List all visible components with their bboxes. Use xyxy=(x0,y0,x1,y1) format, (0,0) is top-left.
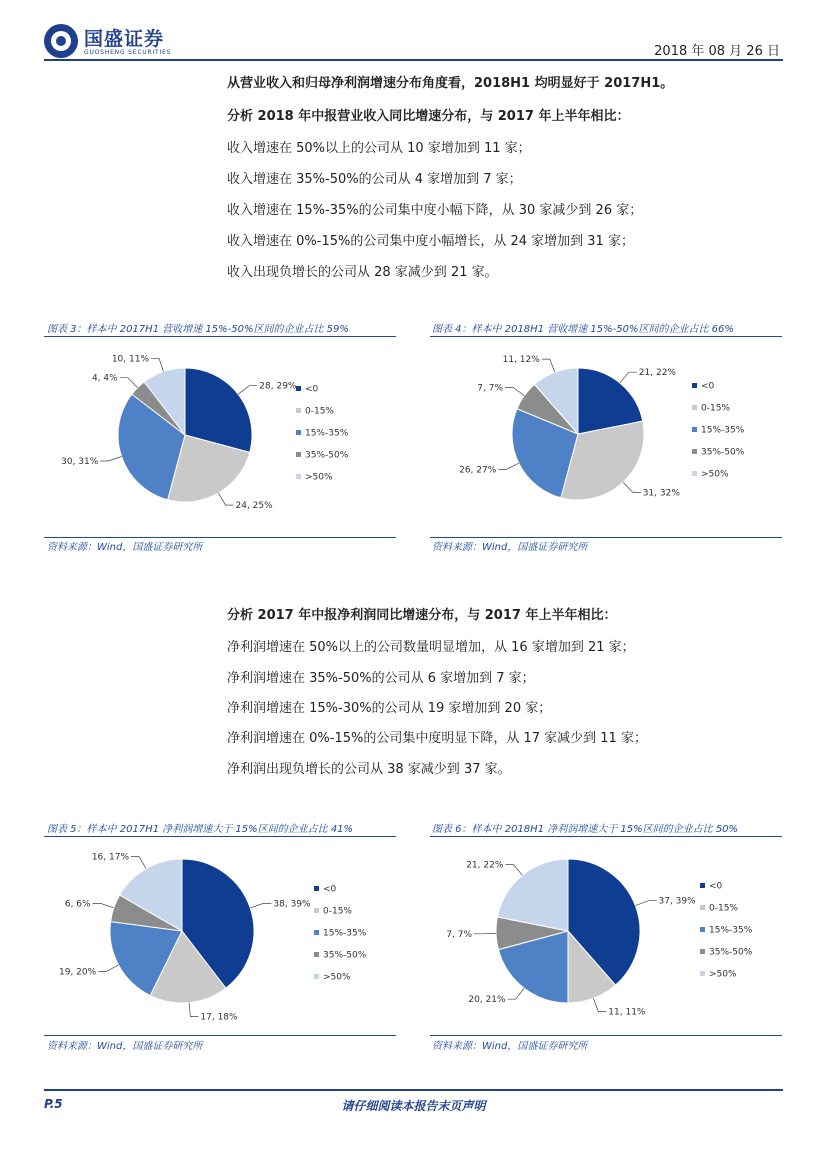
legend-swatch xyxy=(692,471,697,476)
legend-swatch xyxy=(314,930,319,935)
page-number: P.5 xyxy=(44,1097,63,1111)
legend-swatch xyxy=(700,905,705,910)
chart4-caption: 图表 4：样本中 2018H1 营收增速 15%-50%区间的企业占比 66% xyxy=(432,324,734,335)
legend-label: 0-15% xyxy=(701,403,730,414)
legend-label: <0 xyxy=(305,384,319,395)
logo-english: GUOSHENG SECURITIES xyxy=(84,49,172,56)
legend-label: >50% xyxy=(323,972,351,983)
legend-label: 15%-35% xyxy=(305,428,349,439)
section2-line: 净利润增速在 50%以上的公司数量明显增加，从 16 家增加到 21 家； xyxy=(227,640,635,655)
pie-data-label: 21, 22% xyxy=(466,860,504,871)
legend-swatch xyxy=(700,927,705,932)
pie-leader-line xyxy=(593,998,606,1011)
legend-label: >50% xyxy=(701,469,729,480)
legend-label: 0-15% xyxy=(323,906,352,917)
pie-data-label: 26, 27% xyxy=(459,465,497,476)
pie-leader-line xyxy=(498,463,519,469)
chart5-caption: 图表 5：样本中 2017H1 净利润增速大于 15%区间的企业占比 41% xyxy=(47,824,354,835)
legend-label: >50% xyxy=(305,472,333,483)
section1-line: 收入增速在 0%-15%的公司集中度小幅增长，从 24 家增加到 31 家； xyxy=(227,234,634,249)
pie-leader-line xyxy=(219,493,234,505)
pie-data-label: 4, 4% xyxy=(91,373,118,384)
legend-swatch xyxy=(314,908,319,913)
pie-data-label: 11, 12% xyxy=(502,355,540,366)
chart5-source: 资料来源：Wind，国盛证券研究所 xyxy=(47,1041,203,1052)
legend-label: 15%-35% xyxy=(323,928,367,939)
pie-leader-line xyxy=(623,482,641,492)
pie-leader-line xyxy=(100,457,121,462)
pie-leader-line xyxy=(635,901,656,906)
chart5-pie xyxy=(44,840,396,1035)
pie-data-label: 6, 6% xyxy=(64,899,91,910)
legend-label: <0 xyxy=(323,884,337,895)
legend-swatch xyxy=(296,408,301,413)
pie-data-label: 38, 39% xyxy=(273,899,311,910)
pie-data-label: 31, 32% xyxy=(642,488,680,499)
chart6-pie xyxy=(430,840,782,1035)
legend-swatch xyxy=(692,405,697,410)
pie-data-label: 30, 31% xyxy=(61,457,99,467)
legend-swatch xyxy=(692,427,697,432)
pie-leader-line xyxy=(508,988,525,999)
legend-swatch xyxy=(314,952,319,957)
chart3-source: 资料来源：Wind，国盛证券研究所 xyxy=(47,542,203,553)
chart3-pie xyxy=(44,340,396,535)
section1-line: 收入增速在 50%以上的公司从 10 家增加到 11 家； xyxy=(227,141,531,156)
pie-leader-line xyxy=(98,965,118,972)
pie-leader-line xyxy=(250,903,271,908)
legend-swatch xyxy=(700,883,705,888)
footer-disclaimer: 请仔细阅读本报告末页声明 xyxy=(341,1099,486,1113)
section1-subheading: 分析 2018 年中报营业收入同比增速分布，与 2017 年上半年相比： xyxy=(227,109,630,124)
report-date: 2018 年 08 月 26 日 xyxy=(654,44,780,59)
pie-leader-line xyxy=(189,1003,198,1017)
pie-leader-line xyxy=(620,372,637,383)
footer-rule xyxy=(44,1089,783,1091)
legend-swatch xyxy=(700,949,705,954)
logo-mark-icon xyxy=(44,24,78,58)
pie-leader-line xyxy=(93,903,114,908)
pie-leader-line xyxy=(131,857,146,869)
chart6-source-rule xyxy=(430,1035,782,1036)
legend-label: 0-15% xyxy=(709,903,738,914)
pie-leader-line xyxy=(505,865,522,876)
section2-line: 净利润出现负增长的公司从 38 家减少到 37 家。 xyxy=(227,762,511,777)
legend-swatch xyxy=(314,886,319,891)
legend-swatch xyxy=(700,971,705,976)
chart5-caption-rule xyxy=(44,836,396,837)
legend-swatch xyxy=(692,383,697,388)
chart5-source-rule xyxy=(44,1035,396,1036)
legend-swatch xyxy=(314,974,319,979)
legend-label: 0-15% xyxy=(305,406,334,417)
chart6-caption: 图表 6：样本中 2018H1 净利润增速大于 15%区间的企业占比 50% xyxy=(432,824,739,835)
chart6-source: 资料来源：Wind，国盛证券研究所 xyxy=(432,1041,588,1052)
pie-leader-line xyxy=(542,359,555,372)
pie-data-label: 19, 20% xyxy=(59,967,97,978)
legend-swatch xyxy=(296,452,301,457)
company-logo xyxy=(44,22,224,58)
pie-data-label: 17, 18% xyxy=(200,1012,238,1023)
legend-label: 35%-50% xyxy=(323,950,367,961)
pie-data-label: 7, 7% xyxy=(477,383,503,394)
logo-name: 国盛证券 xyxy=(84,28,165,50)
legend-label: <0 xyxy=(709,881,723,892)
section1-line: 收入出现负增长的公司从 28 家减少到 21 家。 xyxy=(227,265,498,280)
chart3-caption: 图表 3：样本中 2017H1 营收增速 15%-50%区间的企业占比 59% xyxy=(47,324,349,335)
header-rule xyxy=(44,59,783,61)
pie-data-label: 21, 22% xyxy=(638,368,676,379)
legend-label: >50% xyxy=(709,969,737,980)
section2-line: 净利润增速在 35%-50%的公司从 6 家增加到 7 家； xyxy=(227,671,535,686)
chart4-source: 资料来源：Wind，国盛证券研究所 xyxy=(432,542,588,553)
legend-label: <0 xyxy=(701,381,715,392)
legend-label: 15%-35% xyxy=(701,425,745,436)
section1-heading: 从营业收入和归母净利润增速分布角度看，2018H1 均明显好于 2017H1。 xyxy=(227,76,674,91)
pie-leader-line xyxy=(120,378,138,388)
legend-label: 35%-50% xyxy=(305,450,349,461)
pie-leader-line xyxy=(151,358,164,371)
legend-label: 35%-50% xyxy=(709,947,753,958)
pie-data-label: 20, 21% xyxy=(468,995,506,1006)
pie-data-label: 16, 17% xyxy=(91,852,129,863)
pie-data-label: 28, 29% xyxy=(259,381,297,392)
section2-subheading: 分析 2017 年中报净利润同比增速分布，与 2017 年上半年相比： xyxy=(227,608,617,623)
section1-line: 收入增速在 15%-35%的公司集中度小幅下降，从 30 家减少到 26 家； xyxy=(227,203,643,218)
pie-data-label: 7, 7% xyxy=(446,929,472,940)
section2-line: 净利润增速在 15%-30%的公司从 19 家增加到 20 家； xyxy=(227,701,552,716)
section2-line: 净利润增速在 0%-15%的公司集中度明显下降，从 17 家减少到 11 家； xyxy=(227,731,647,746)
legend-swatch xyxy=(296,386,301,391)
chart4-pie xyxy=(430,340,782,535)
legend-swatch xyxy=(692,449,697,454)
legend-label: 35%-50% xyxy=(701,447,745,458)
chart3-caption-rule xyxy=(44,336,396,337)
chart6-caption-rule xyxy=(430,836,782,837)
legend-label: 15%-35% xyxy=(709,925,753,936)
chart4-caption-rule xyxy=(430,336,782,337)
pie-data-label: 11, 11% xyxy=(608,1007,646,1018)
pie-data-label: 10, 11% xyxy=(111,354,149,365)
pie-data-label: 24, 25% xyxy=(235,501,273,512)
legend-swatch xyxy=(296,474,301,479)
section1-line: 收入增速在 35%-50%的公司从 4 家增加到 7 家； xyxy=(227,172,522,187)
legend-swatch xyxy=(296,430,301,435)
pie-leader-line xyxy=(505,387,524,395)
pie-leader-line xyxy=(238,386,257,395)
pie-data-label: 37, 39% xyxy=(658,896,696,907)
